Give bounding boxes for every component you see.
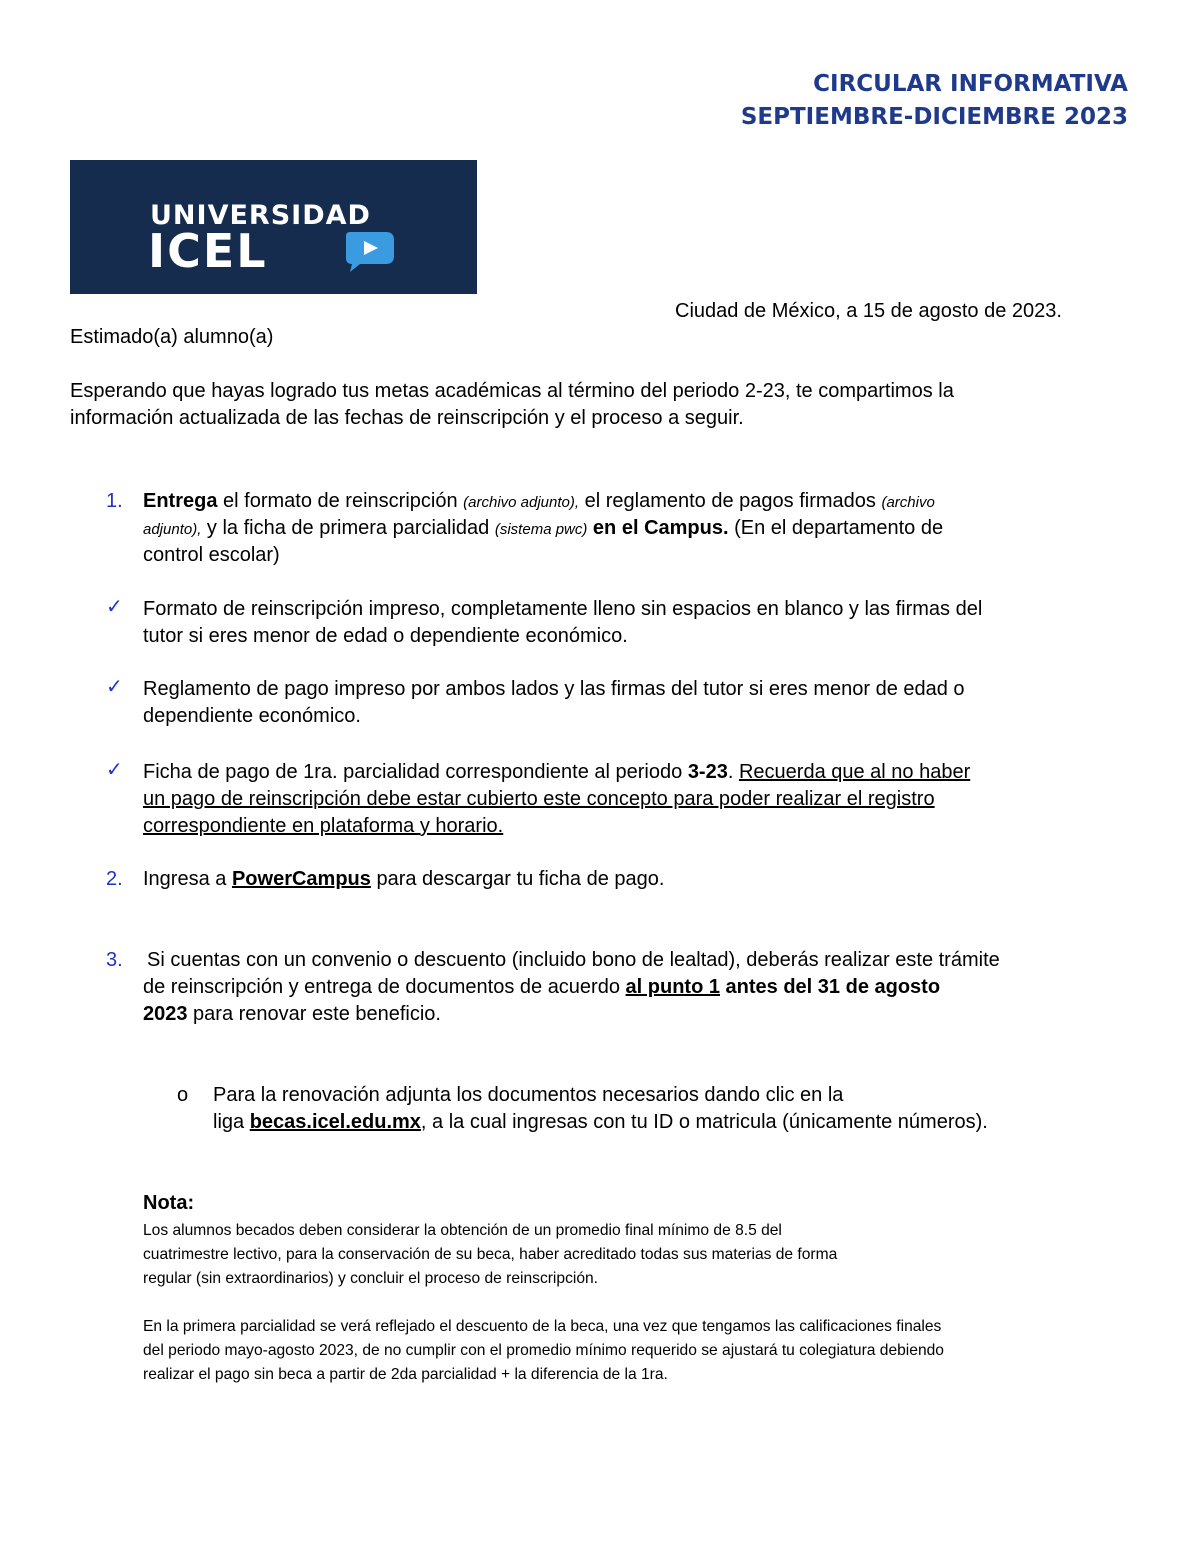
intro-line-2: información actualizada de las fechas de reinscripción y el proceso a seguir. bbox=[70, 407, 744, 429]
date-line: Ciudad de México, a 15 de agosto de 2023. bbox=[675, 300, 1062, 322]
logo-play-icon bbox=[342, 230, 398, 274]
check-3-line-2: un pago de reinscripción debe estar cubierto este concepto para poder realizar el registro bbox=[143, 788, 935, 810]
sub-line-2 bbox=[213, 1109, 988, 1136]
logo-text-universidad: UNIVERSIDAD bbox=[150, 200, 371, 231]
check-3-text-1: Ficha de pago de 1ra. parcialidad correspondiente al periodo bbox=[143, 761, 688, 783]
item-1-emphasis-1: (archivo adjunto), bbox=[463, 494, 580, 511]
check-1-icon: ✓ bbox=[106, 596, 123, 618]
item-1-number: 1. bbox=[106, 490, 123, 512]
item-3-text-3: para renovar este beneficio. bbox=[187, 1003, 441, 1025]
item-3-line-2 bbox=[143, 974, 1131, 1001]
check-3-line-3: correspondiente en plataforma y horario. bbox=[143, 815, 504, 837]
item-3-year: 2023 bbox=[143, 1003, 188, 1025]
nota-p1-line-3: regular (sin extraordinarios) y concluir el proceso de reinscripción. bbox=[143, 1270, 599, 1287]
item-3-text-2a: de reinscripción y entrega de documentos de acuerdo bbox=[143, 976, 626, 998]
item-3-line-1: Si cuentas con un convenio o descuento (incluido bono de lealtad), deberás realizar este trámite bbox=[147, 949, 1000, 971]
sub-text-2a: liga bbox=[213, 1111, 250, 1133]
item-1-bold: Entrega bbox=[143, 490, 218, 512]
item-1-bold-2: en el Campus. bbox=[587, 517, 729, 539]
powercampus-link[interactable]: PowerCampus bbox=[231, 868, 371, 890]
item-1-line-2 bbox=[143, 515, 943, 543]
nota-p1-line-1: Los alumnos becados deben considerar la obtención de un promedio final mínimo de 8.5 del bbox=[143, 1222, 782, 1239]
sub-text-2b: , a la cual ingresas con tu ID o matricula (únicamente números). bbox=[420, 1111, 988, 1133]
item-1-emphasis-2a: (archivo bbox=[881, 494, 935, 511]
item-3-point-ref: al punto 1 bbox=[625, 976, 720, 998]
item-2-text-1: Ingresa a bbox=[143, 868, 232, 890]
nota-title: Nota: bbox=[143, 1192, 195, 1214]
check-2-icon: ✓ bbox=[106, 676, 123, 698]
nota-p2-line-2: del periodo mayo-agosto 2023, de no cumplir con el promedio mínimo requerido se ajustará tu colegiatura debiendo bbox=[143, 1342, 944, 1359]
university-logo bbox=[70, 160, 477, 294]
check-3-line-1 bbox=[143, 759, 970, 786]
nota-p1-line-2: cuatrimestre lectivo, para la conservación de su beca, haber acreditado todas sus materias de forma bbox=[143, 1246, 838, 1263]
check-2-line-2: dependiente económico. bbox=[143, 705, 361, 727]
intro-line-1: Esperando que hayas logrado tus metas académicas al término del periodo 2-23, te compartimos la bbox=[70, 380, 954, 402]
item-2-number: 2. bbox=[106, 868, 123, 890]
check-2-line-1: Reglamento de pago impreso por ambos lados y las firmas del tutor si eres menor de edad o bbox=[143, 678, 965, 700]
item-1-text-1: el formato de reinscripción bbox=[217, 490, 464, 512]
item-3-line-3 bbox=[143, 1001, 441, 1028]
check-1-line-2: tutor si eres menor de edad o dependiente económico. bbox=[143, 625, 628, 647]
logo-text-icel: ICEL bbox=[148, 224, 268, 278]
check-3-icon: ✓ bbox=[106, 759, 123, 781]
item-1-emphasis-3: (sistema pwc) bbox=[494, 521, 588, 538]
item-2-line bbox=[143, 866, 664, 893]
period-title: SEPTIEMBRE-DICIEMBRE 2023 bbox=[740, 104, 1128, 130]
item-3-number: 3. bbox=[106, 949, 123, 971]
item-1-text-3: y la ficha de primera parcialidad bbox=[201, 517, 495, 539]
item-1-line-1 bbox=[143, 488, 935, 516]
item-3-deadline: antes del 31 de agosto bbox=[719, 976, 941, 998]
nota-p2-line-3: realizar el pago sin beca a partir de 2da parcialidad + la diferencia de la 1ra. bbox=[143, 1366, 668, 1383]
greeting: Estimado(a) alumno(a) bbox=[70, 326, 274, 348]
item-1-text-4: (En el departamento de bbox=[728, 517, 944, 539]
check-3-dot: . bbox=[727, 761, 734, 783]
becas-link[interactable]: becas.icel.edu.mx bbox=[249, 1111, 421, 1133]
sub-line-1: Para la renovación adjunta los documentos necesarios dando clic en la bbox=[213, 1084, 844, 1106]
item-2-text-2: para descargar tu ficha de pago. bbox=[370, 868, 665, 890]
circular-title: CIRCULAR INFORMATIVA bbox=[813, 71, 1128, 97]
check-3-underline-1: Recuerda que al no haber bbox=[738, 761, 971, 783]
nota-p2-line-1: En la primera parcialidad se verá reflejado el descuento de la beca, una vez que tengamos las calificaciones finales bbox=[143, 1318, 942, 1335]
item-1-text-2: el reglamento de pagos firmados bbox=[579, 490, 882, 512]
item-1-line-3: control escolar) bbox=[143, 544, 280, 566]
sub-bullet-icon: o bbox=[177, 1084, 189, 1106]
item-1-emphasis-2b: adjunto), bbox=[143, 521, 202, 538]
check-1-line-1: Formato de reinscripción impreso, completamente lleno sin espacios en blanco y las firmas del bbox=[143, 598, 983, 620]
check-3-period: 3-23 bbox=[687, 761, 728, 783]
